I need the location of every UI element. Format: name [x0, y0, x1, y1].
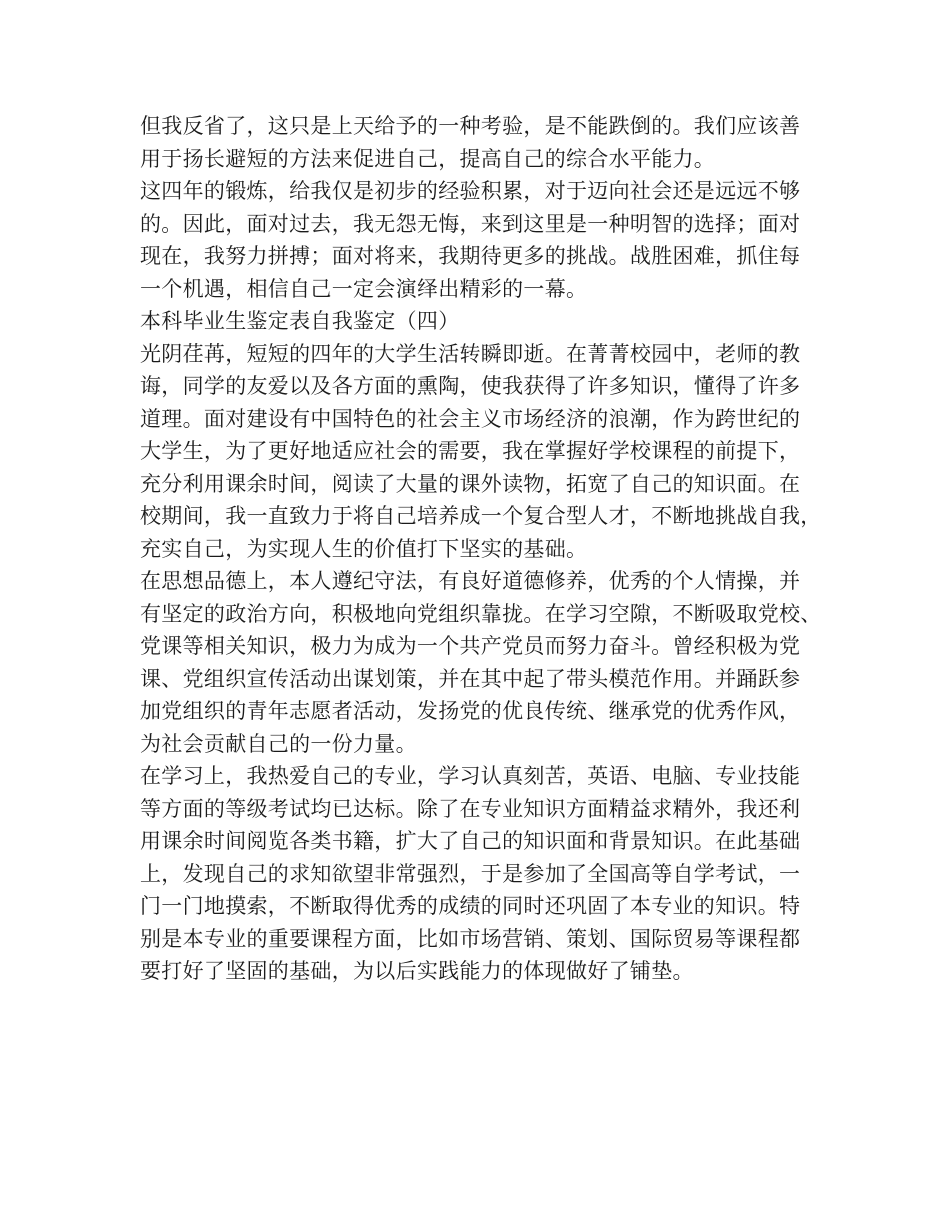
text-line: 门一门地摸索，不断取得优秀的成绩的同时还巩固了本专业的知识。特	[140, 894, 801, 918]
text-line: 校期间，我一直致力于将自己培养成一个复合型人才，不断地挑战自我，	[140, 504, 822, 528]
text-line: 上，发现自己的求知欲望非常强烈，于是参加了全国高等自学考试，一	[140, 861, 801, 886]
text-line: 为社会贡献自己的一份力量。	[140, 731, 417, 756]
text-line: 现在，我努力拼搏；面对将来，我期待更多的挑战。战胜困难，抓住每	[140, 244, 801, 268]
text-line: 别是本专业的重要课程方面，比如市场营销、策划、国际贸易等课程都	[140, 926, 801, 951]
text-line: 课、党组织宣传活动出谋划策，并在其中起了带头模范作用。并踊跃参	[140, 666, 801, 691]
text-line: 用课余时间阅览各类书籍，扩大了自己的知识面和背景知识。在此基础	[140, 829, 801, 853]
text-line: 光阴荏苒，短短的四年的大学生活转瞬即逝。在菁菁校园中，老师的教	[140, 341, 801, 366]
text-line: 大学生，为了更好地适应社会的需要，我在掌握好学校课程的前提下，	[140, 439, 801, 463]
text-line: 的。因此，面对过去，我无怨无悔，来到这里是一种明智的选择；面对	[140, 211, 801, 236]
text-line: 充分利用课余时间，阅读了大量的课外读物，拓宽了自己的知识面。在	[140, 471, 801, 496]
text-line: 一个机遇，相信自己一定会演绎出精彩的一幕。	[140, 276, 588, 301]
text-line: 诲，同学的友爱以及各方面的熏陶，使我获得了许多知识，懂得了许多	[140, 374, 801, 398]
text-line: 有坚定的政治方向，积极地向党组织靠拢。在学习空隙，不断吸取党校、	[140, 601, 822, 626]
text-line: 要打好了坚固的基础，为以后实践能力的体现做好了铺垫。	[140, 959, 694, 983]
text-line: 党课等相关知识，极力为成为一个共产党员而努力奋斗。曾经积极为党	[140, 634, 801, 658]
text-line: 充实自己，为实现人生的价值打下坚实的基础。	[140, 536, 588, 561]
text-line: 等方面的等级考试均已达标。除了在专业知识方面精益求精外，我还利	[140, 796, 801, 821]
text-line: 加党组织的青年志愿者活动，发扬党的优良传统、继承党的优秀作风，	[140, 699, 801, 723]
text-line: 道理。面对建设有中国特色的社会主义市场经济的浪潮，作为跨世纪的	[140, 406, 801, 431]
text-line: 但我反省了，这只是上天给予的一种考验，是不能跌倒的。我们应该善	[140, 114, 801, 138]
section-heading: 本科毕业生鉴定表自我鉴定（四）	[140, 309, 460, 333]
text-line: 用于扬长避短的方法来促进自己，提高自己的综合水平能力。	[140, 146, 716, 171]
text-line: 这四年的锻炼，给我仅是初步的经验积累，对于迈向社会还是远远不够	[140, 179, 801, 203]
document-page	[140, 110, 830, 988]
text-line: 在学习上，我热爱自己的专业，学习认真刻苦，英语、电脑、专业技能	[140, 764, 801, 788]
text-line: 在思想品德上，本人遵纪守法，有良好道德修养，优秀的个人情操，并	[140, 569, 801, 593]
